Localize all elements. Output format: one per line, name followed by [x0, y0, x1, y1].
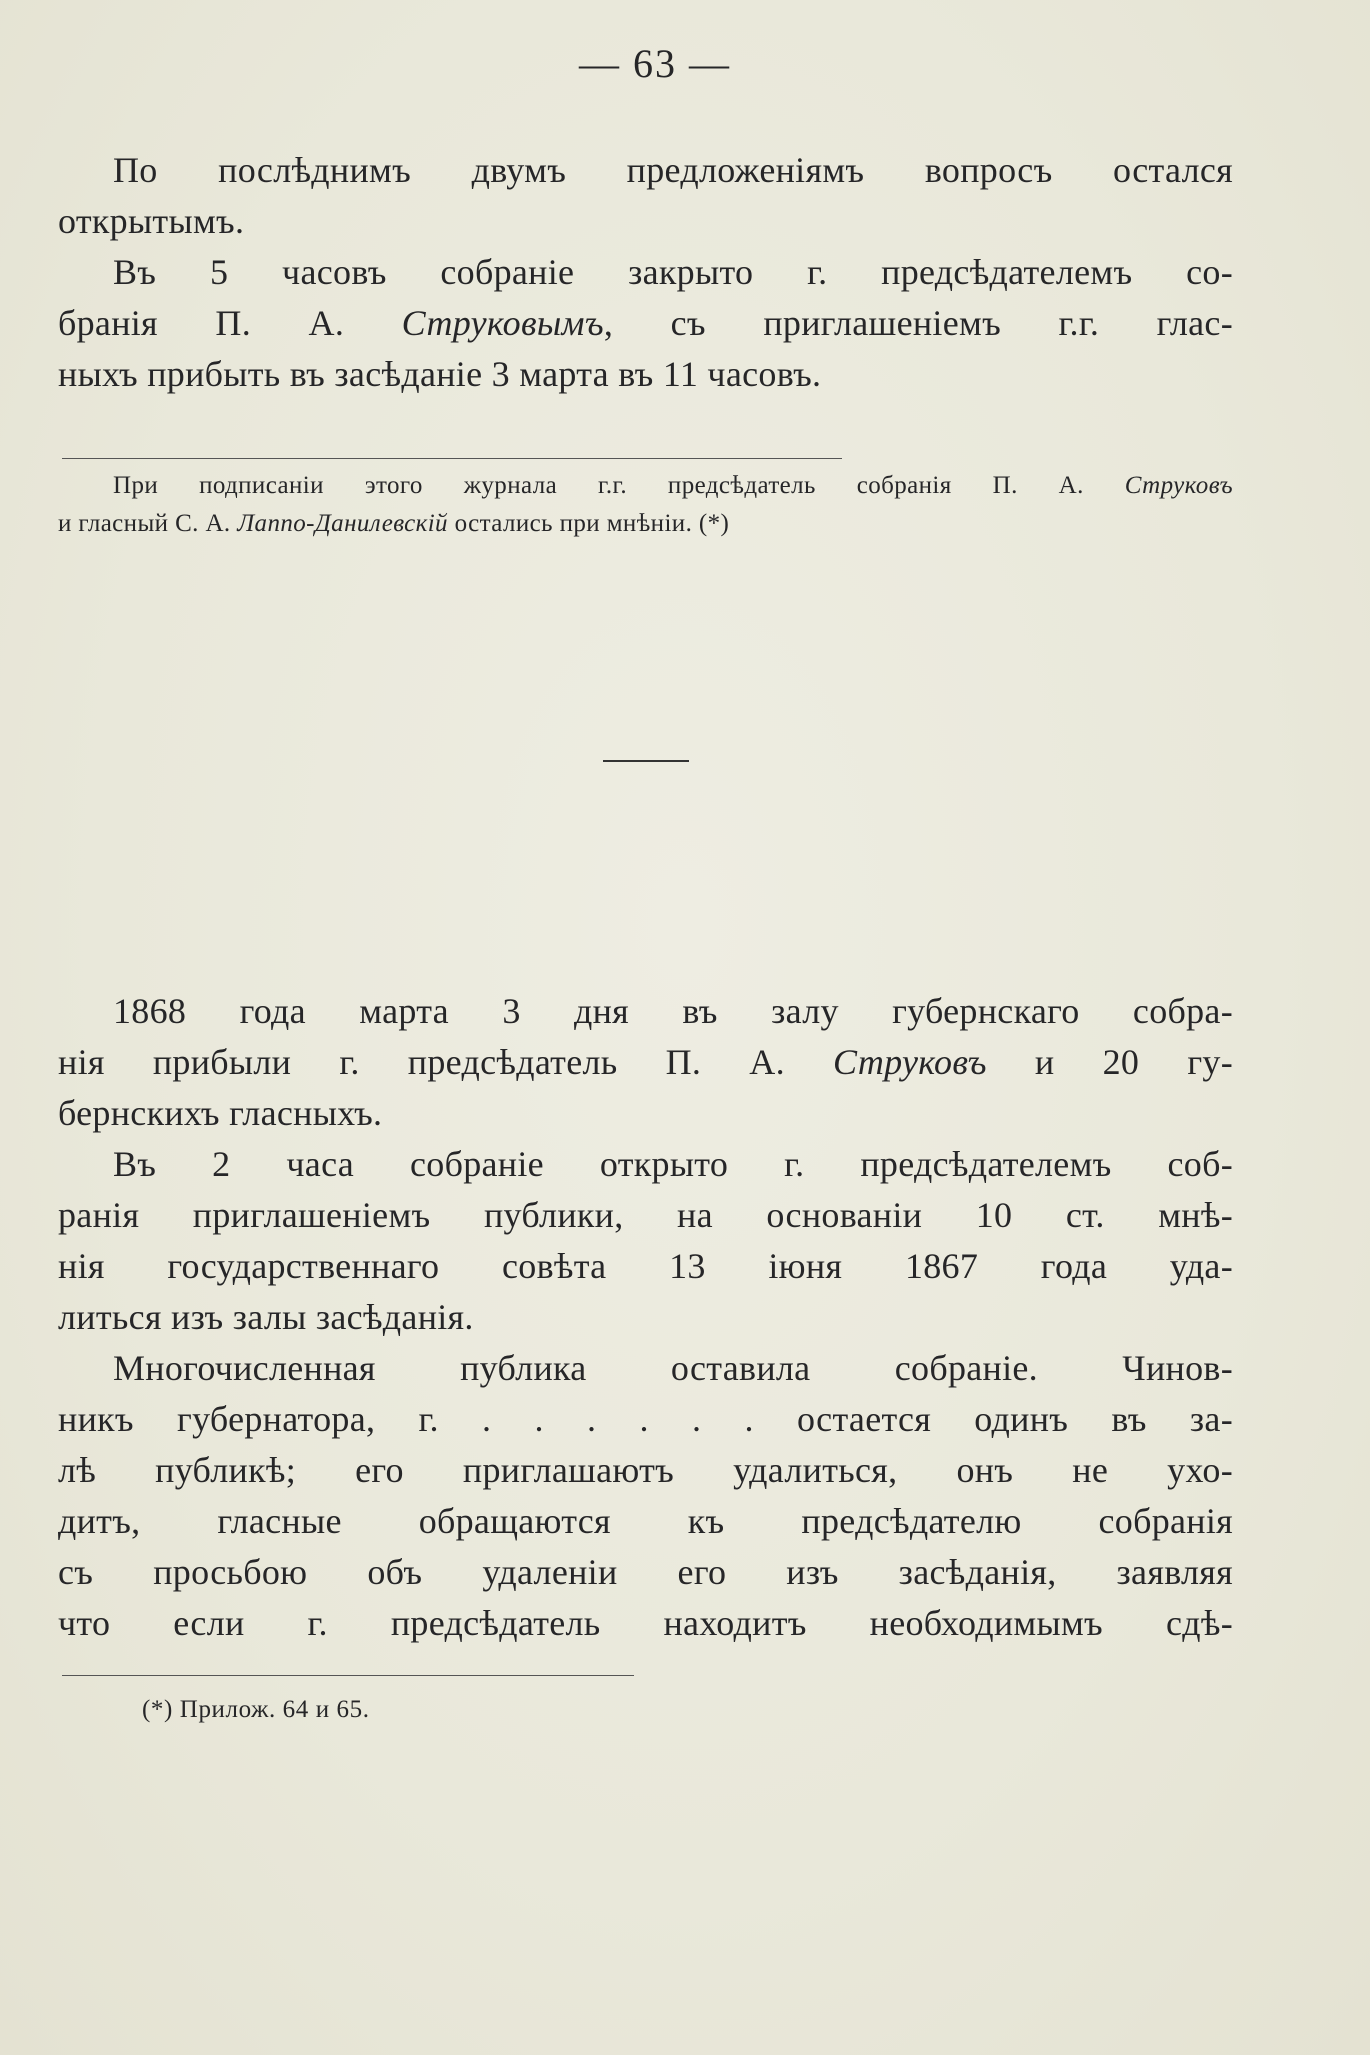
text-line: лѣ публикѣ; его приглашаютъ удалиться, онъ не ухо-: [58, 1450, 1233, 1490]
text-line: что если г. предсѣдатель находитъ необходимымъ сдѣ-: [58, 1603, 1233, 1643]
note-line: При подписаніи этого журнала г.г. предсѣдатель собранія П. А. Струковъ: [113, 472, 1233, 499]
text-line: открытымъ.: [58, 201, 245, 241]
footnote: (*) Прилож. 64 и 65.: [142, 1696, 370, 1723]
text-line: 1868 года марта 3 дня въ залу губернскаго собра-: [113, 991, 1233, 1031]
text-line: бранія П. А. Струковымъ, съ приглашеніемъ г.г. глас-: [58, 303, 1233, 343]
text-line: Въ 5 часовъ собраніе закрыто г. предсѣдателемъ со-: [113, 252, 1233, 292]
text-line: бернскихъ гласныхъ.: [58, 1093, 383, 1133]
text-line: никъ губернатора, г. . . . . . . остается одинъ въ за-: [58, 1399, 1233, 1439]
text-line: съ просьбою объ удаленіи его изъ засѣданія, заявляя: [58, 1552, 1233, 1592]
page-number: — 63 —: [579, 41, 731, 86]
text-line: нія прибыли г. предсѣдатель П. А. Струковъ и 20 гу-: [58, 1042, 1233, 1082]
separator-rule: [62, 458, 842, 459]
text-line: По послѣднимъ двумъ предложеніямъ вопросъ остался: [113, 150, 1233, 190]
text-line: ныхъ прибыть въ засѣданіе 3 марта въ 11 часовъ.: [58, 354, 822, 394]
text-line: Многочисленная публика оставила собраніе. Чинов-: [113, 1348, 1233, 1388]
italic-name: Струковымъ: [401, 303, 604, 343]
text-line: литься изъ залы засѣданія.: [58, 1297, 474, 1337]
paragraph-session-close: [58, 145, 1233, 400]
signature-note: [58, 467, 1233, 543]
footnote-rule: [62, 1675, 634, 1676]
text-line: дитъ, гласные обращаются къ предсѣдателю собранія: [58, 1501, 1233, 1541]
note-line: и гласный С. А. Лаппо-Данилевскій остались при мнѣніи. (*): [58, 510, 730, 537]
text-line: нія государственнаго совѣта 13 іюня 1867 года уда-: [58, 1246, 1233, 1286]
text-line: Въ 2 часа собраніе открыто г. предсѣдателемъ соб-: [113, 1144, 1233, 1184]
section-divider: [603, 760, 689, 762]
text-line: ранія приглашеніемъ публики, на основаніи 10 ст. мнѣ-: [58, 1195, 1233, 1235]
paragraph-march-3-session: [58, 986, 1233, 1649]
